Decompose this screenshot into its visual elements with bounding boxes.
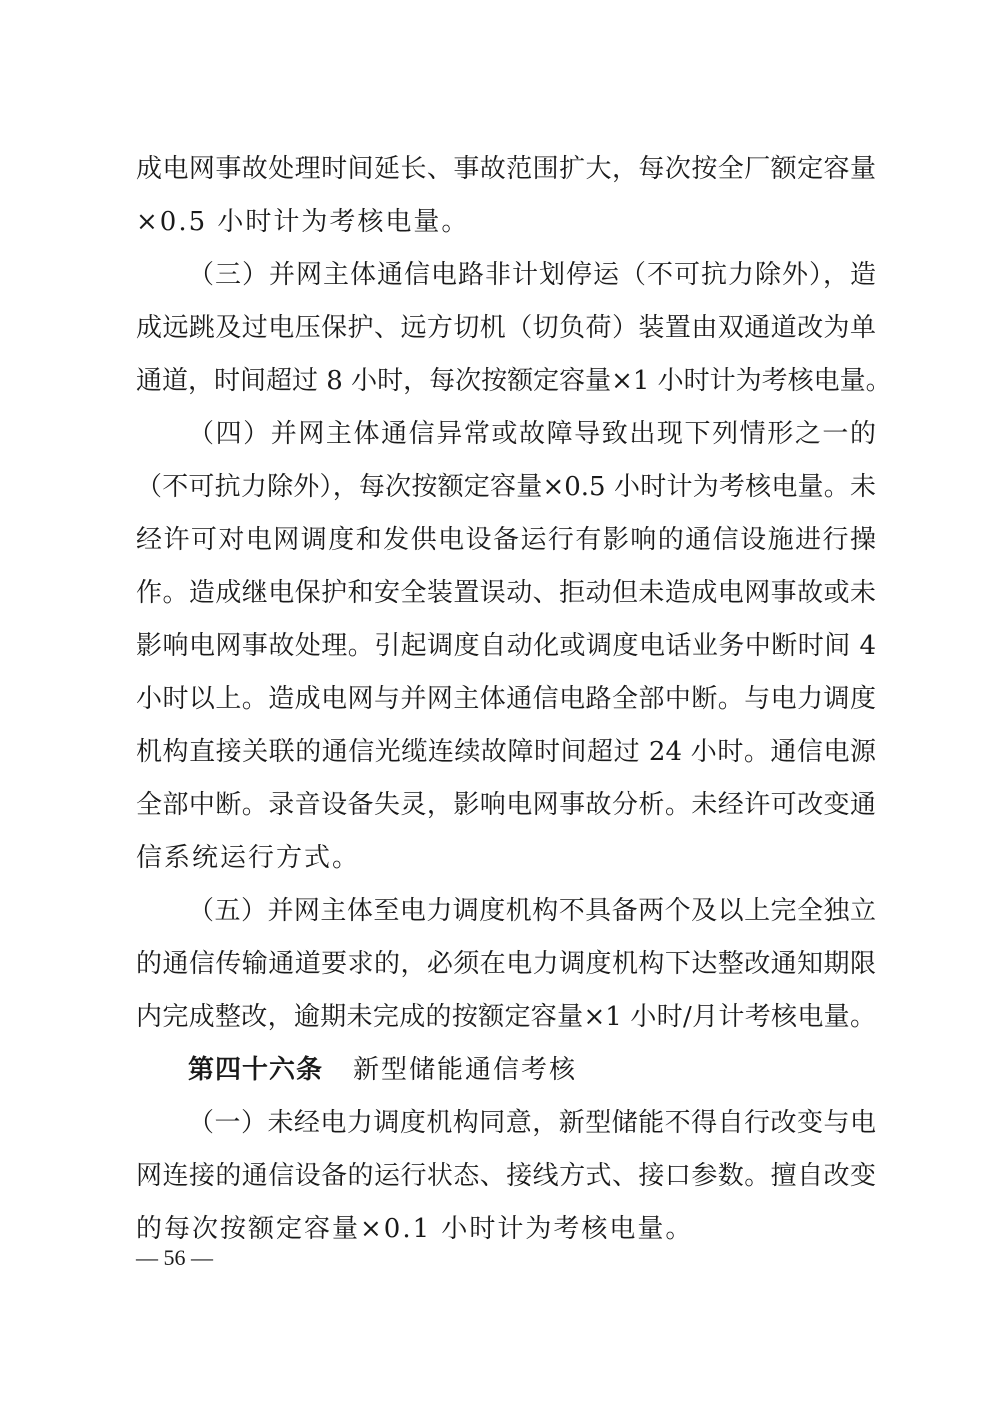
page-number: — 56 — (136, 1245, 213, 1270)
article-number: 第四十六条 (188, 1055, 324, 1085)
body-line: 影响电网事故处理。引起调度自动化或调度电话业务中断时间 4 (136, 631, 876, 661)
body-line: 成电网事故处理时间延长、事故范围扩大，每次按全厂额定容量 (136, 154, 876, 184)
body-line: （不可抗力除外），每次按额定容量×0.5 小时计为考核电量。未 (136, 472, 876, 502)
article-heading (188, 1047, 876, 1093)
clause-5-line: （五）并网主体至电力调度机构不具备两个及以上完全独立 (188, 896, 876, 926)
body-line: 全部中断。录音设备失灵，影响电网事故分析。未经许可改变通 (136, 790, 876, 820)
body-line: 的每次按额定容量×0.1 小时计为考核电量。 (136, 1214, 694, 1244)
body-line: 信系统运行方式。 (136, 843, 361, 873)
article-title: 新型储能通信考核 (353, 1055, 578, 1085)
body-line: 成远跳及过电压保护、远方切机（切负荷）装置由双通道改为单 (136, 313, 876, 343)
body-line: 小时以上。造成电网与并网主体通信电路全部中断。与电力调度 (136, 684, 876, 714)
body-line: 网连接的通信设备的运行状态、接线方式、接口参数。擅自改变 (136, 1161, 876, 1191)
body-line: 经许可对电网调度和发供电设备运行有影响的通信设施进行操 (136, 525, 876, 555)
body-line: 作。造成继电保护和安全装置误动、拒动但未造成电网事故或未 (136, 578, 876, 608)
body-line: 的通信传输通道要求的，必须在电力调度机构下达整改通知期限 (136, 949, 876, 979)
body-line: 通道，时间超过 8 小时，每次按额定容量×1 小时计为考核电量。 (136, 366, 892, 396)
body-line: 机构直接关联的通信光缆连续故障时间超过 24 小时。通信电源 (136, 737, 876, 767)
clause-1-line: （一）未经电力调度机构同意，新型储能不得自行改变与电 (188, 1108, 876, 1138)
clause-4-line: （四）并网主体通信异常或故障导致出现下列情形之一的 (188, 419, 876, 449)
clause-3-line: （三）并网主体通信电路非计划停运（不可抗力除外），造 (188, 260, 876, 290)
body-line: ×0.5 小时计为考核电量。 (136, 207, 470, 237)
body-line: 内完成整改，逾期未完成的按额定容量×1 小时/月计考核电量。 (136, 1002, 876, 1032)
